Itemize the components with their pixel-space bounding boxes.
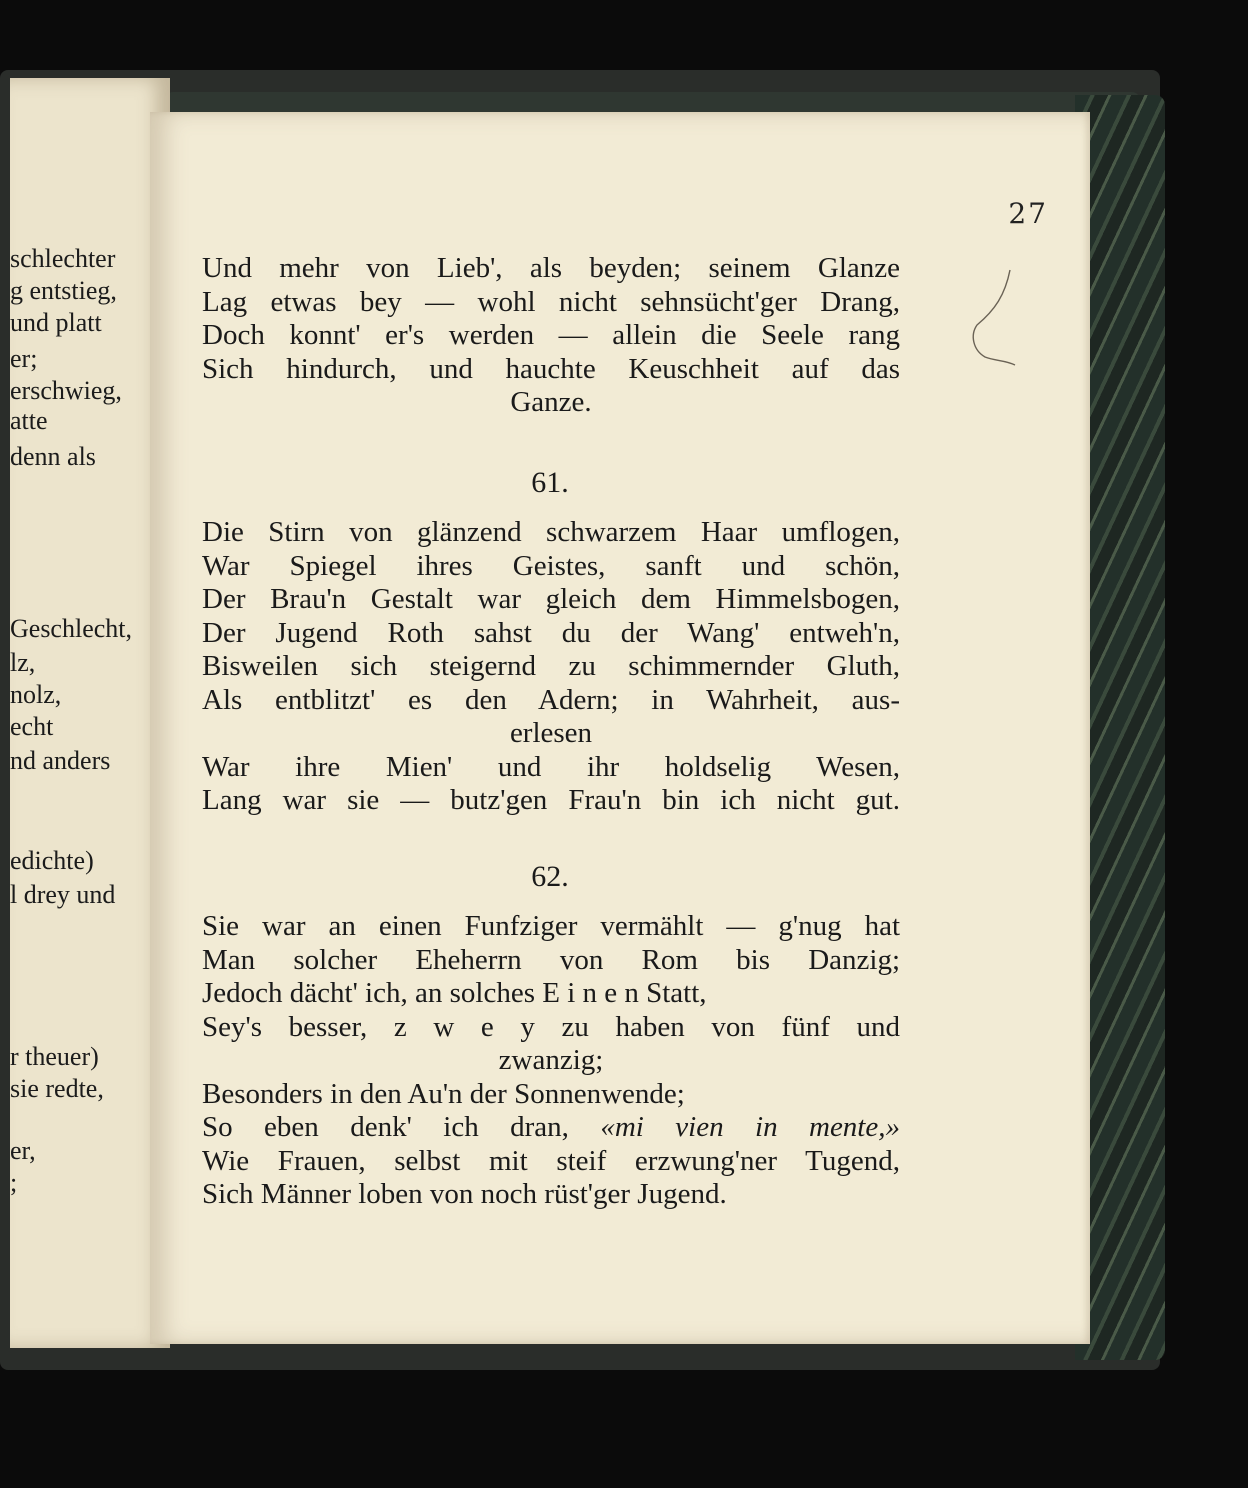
left-fragment: echt bbox=[10, 712, 54, 741]
left-fragment: nd anders bbox=[10, 746, 111, 775]
verse-line: Sich hindurch, und hauchte Keuschheit auf das bbox=[202, 352, 900, 385]
verse-line: War Spiegel ihres Geistes, sanft und schön, bbox=[202, 549, 900, 582]
left-fragment: r theuer) bbox=[10, 1042, 99, 1071]
left-fragment: atte bbox=[10, 406, 48, 435]
stanza-number: 62. bbox=[531, 860, 569, 893]
verse-line-continuation: zwanzig; bbox=[498, 1044, 604, 1076]
left-fragment: ; bbox=[10, 1168, 18, 1197]
left-fragment: sie redte, bbox=[10, 1074, 104, 1103]
left-fragment: edichte) bbox=[10, 846, 94, 875]
verse-line bbox=[202, 1111, 900, 1145]
left-fragment: und platt bbox=[10, 308, 102, 337]
left-fragment: Geschlecht, bbox=[10, 614, 133, 643]
left-fragment: denn als bbox=[10, 442, 96, 471]
verse-line: Sie war an einen Funfziger vermählt — g'nug hat bbox=[202, 910, 900, 942]
left-fragment: er; bbox=[10, 344, 38, 373]
verse-line: Bisweilen sich steigernd zu schimmernder Gluth, bbox=[202, 650, 900, 682]
pencil-mark bbox=[965, 265, 1025, 375]
verse-line: Jedoch dächt' ich, an solches E i n e n Statt, bbox=[202, 977, 707, 1009]
stanza-61 bbox=[202, 516, 900, 818]
stanza-number: 61. bbox=[531, 466, 569, 499]
italian-quote: «mi vien in mente,» bbox=[600, 1111, 900, 1143]
verse-line-continuation: erlesen bbox=[509, 717, 593, 749]
verse-line: Und mehr von Lieb', als beyden; seinem Glanze bbox=[202, 252, 900, 284]
stanza-62 bbox=[202, 910, 900, 1212]
left-fragment: nolz, bbox=[10, 680, 62, 709]
left-fragment: g entstieg, bbox=[10, 276, 117, 305]
left-fragment: schlechter bbox=[10, 244, 116, 273]
verse-line-continuation: Ganze. bbox=[510, 386, 592, 418]
verse-line: Besonders in den Au'n der Sonnenwende; bbox=[202, 1077, 685, 1110]
left-fragment: l drey und bbox=[10, 880, 116, 909]
left-fragment: lz, bbox=[10, 648, 36, 677]
verse-line: Die Stirn von glänzend schwarzem Haar umflogen, bbox=[202, 516, 900, 548]
verse-text: So eben denk' ich dran, bbox=[202, 1111, 569, 1143]
verse-line: Lag etwas bey — wohl nicht sehnsücht'ger Drang, bbox=[202, 285, 900, 318]
verse-line: Lang war sie — butz'gen Frau'n bin ich nicht gut. bbox=[202, 784, 900, 816]
left-fragment: erschwieg, bbox=[10, 376, 122, 405]
page-number: 27 bbox=[1008, 197, 1048, 230]
stanza-60-end bbox=[202, 252, 900, 420]
left-fragment: er, bbox=[10, 1136, 36, 1165]
verse-line: War ihre Mien' und ihr holdselig Wesen, bbox=[202, 750, 900, 783]
verse-line: Als entblitzt' es den Adern; in Wahrheit, aus- bbox=[202, 683, 900, 716]
verse-line: Sich Männer loben von noch rüst'ger Jugend. bbox=[202, 1178, 727, 1210]
verse-line: Der Jugend Roth sahst du der Wang' entweh'n, bbox=[202, 616, 900, 649]
verse-line: Der Brau'n Gestalt war gleich dem Himmelsbogen, bbox=[202, 583, 900, 615]
left-page bbox=[10, 78, 170, 1348]
verse-line: Doch konnt' er's werden — allein die Seele rang bbox=[202, 319, 900, 351]
verse-line: Man solcher Eheherrn von Rom bis Danzig; bbox=[202, 943, 900, 976]
verse-line: Wie Frauen, selbst mit steif erzwung'ner Tugend, bbox=[202, 1144, 900, 1177]
verse-line: Sey's besser, z w e y zu haben von fünf und bbox=[202, 1010, 900, 1043]
